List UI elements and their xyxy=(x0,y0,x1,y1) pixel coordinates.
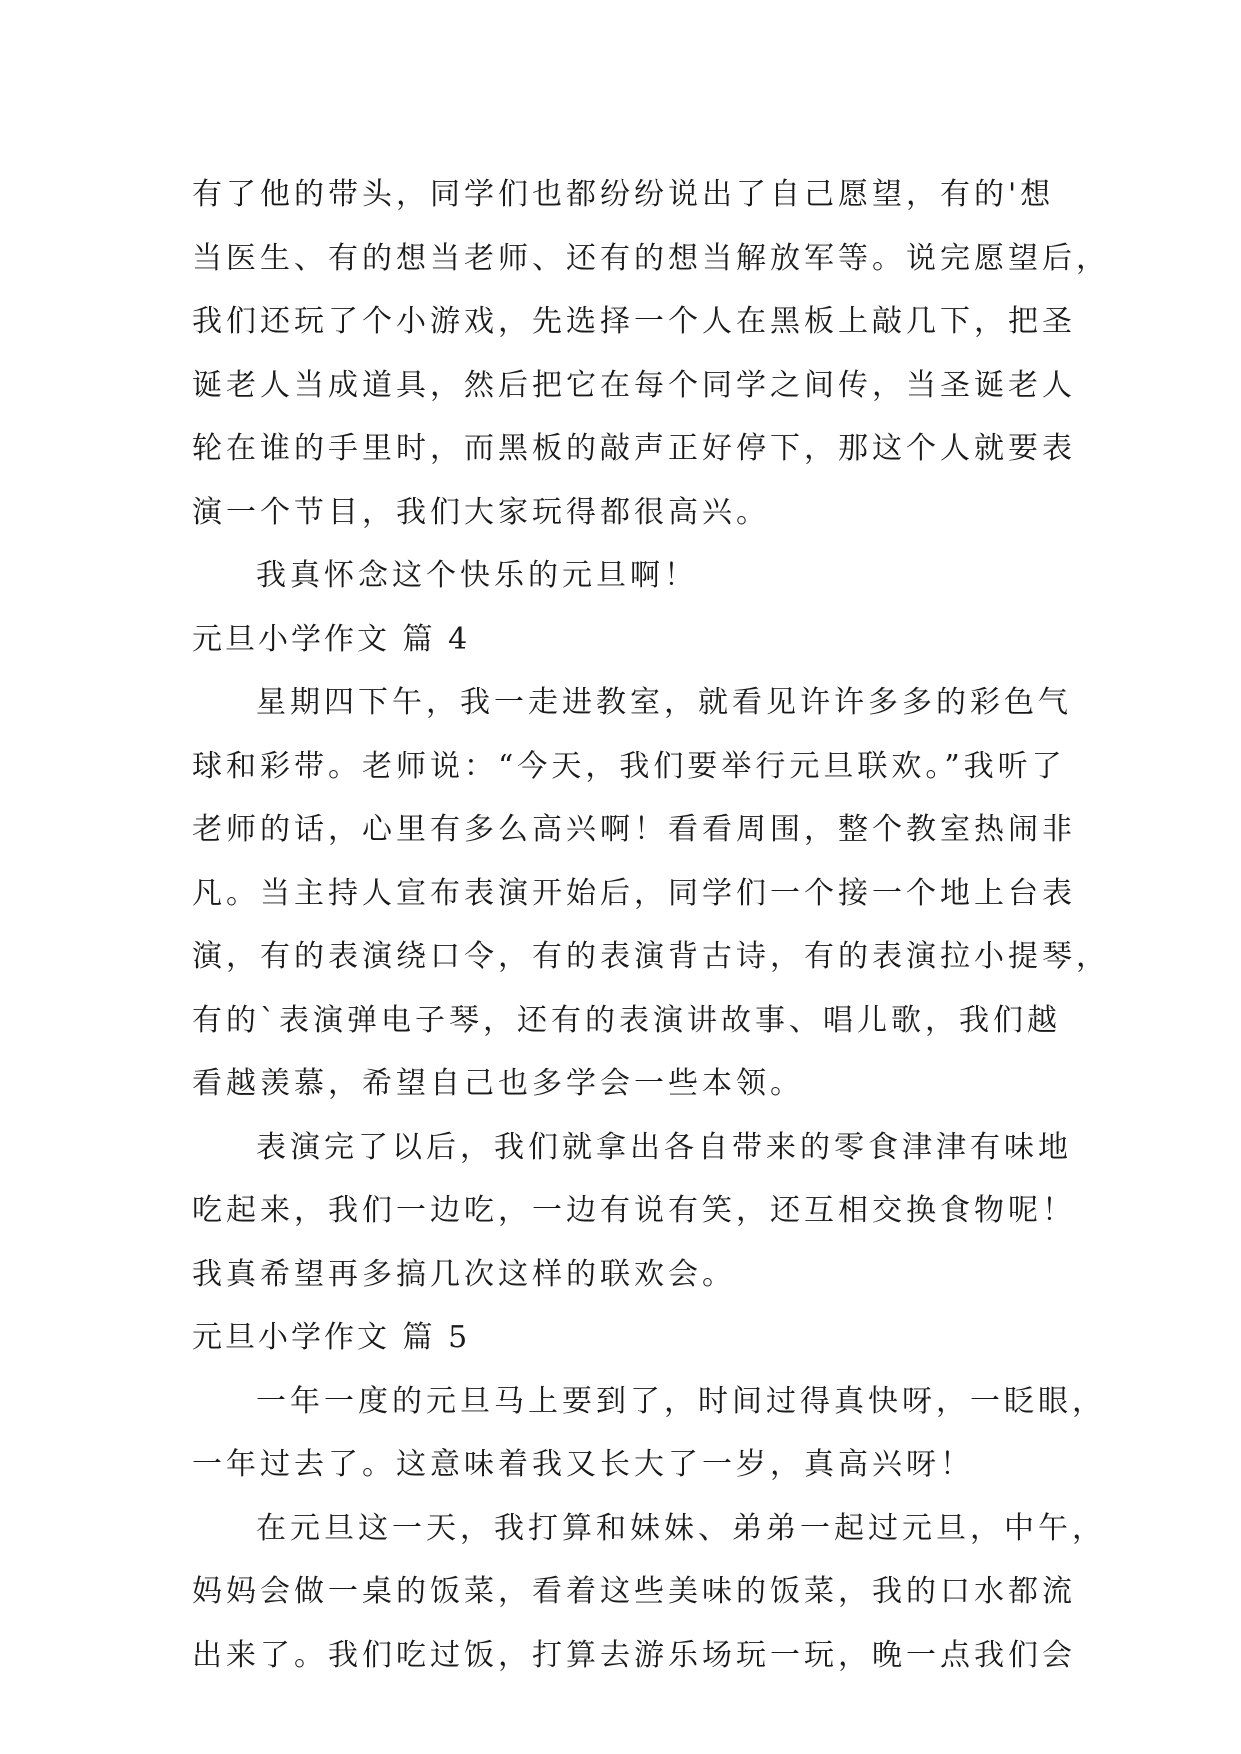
text-line: 妈妈会做一桌的饭菜，看着这些美味的饭菜，我的口水都流 xyxy=(192,1574,1076,1609)
text-line: 老师的话，心里有多么高兴啊！看看周围，整个教室热闹非 xyxy=(192,812,1076,847)
text-line: 一年一度的元旦马上要到了，时间过得真快呀，一眨眼， xyxy=(256,1383,1106,1419)
text-line: 看越羡慕，希望自己也多学会一些本领。 xyxy=(192,1066,804,1101)
text-line: 演一个节目，我们大家玩得都很高兴。 xyxy=(192,494,770,530)
text-line: 吃起来，我们一边吃，一边有说有笑，还互相交换食物呢！ xyxy=(192,1193,1076,1228)
text-line: 出来了。我们吃过饭，打算去游乐场玩一玩，晚一点我们会 xyxy=(192,1637,1076,1673)
text-line: 诞老人当成道具，然后把它在每个同学之间传，当圣诞老人 xyxy=(192,367,1076,403)
document-body xyxy=(192,163,1110,1687)
text-line: 在元旦这一天，我打算和妹妹、弟弟一起过元旦，中午， xyxy=(256,1510,1106,1546)
text-line: 我真希望再多搞几次这样的联欢会。 xyxy=(192,1256,736,1292)
section-heading xyxy=(192,1306,1050,1370)
text-line: 球和彩带。老师说：“今天，我们要举行元旦联欢。”我听了 xyxy=(192,748,1066,784)
text-line: 有的`表演弹电子琴，还有的表演讲故事、唱儿歌，我们越 xyxy=(192,1002,1061,1038)
text-line: 当医生、有的想当老师、还有的想当解放军等。说完愿望后， xyxy=(192,240,1110,276)
paragraph xyxy=(192,544,1050,608)
text-line: 一年过去了。这意味着我又长大了一岁，真高兴呀！ xyxy=(192,1447,974,1482)
paragraph xyxy=(192,1370,1106,1497)
heading-text: 元旦小学作文 篇 4 xyxy=(192,621,471,657)
text-line: 我们还玩了个小游戏，先选择一个人在黑板上敲几下，把圣 xyxy=(192,304,1076,339)
text-line: 表演完了以后，我们就拿出各自带来的零食津津有味地 xyxy=(256,1129,1072,1165)
text-line: 轮在谁的手里时，而黑板的敲声正好停下，那这个人就要表 xyxy=(192,431,1076,466)
text-line: 我真怀念这个快乐的元旦啊！ xyxy=(256,558,698,593)
text-line: 凡。当主持人宣布表演开始后，同学们一个接一个地上台表 xyxy=(192,875,1076,911)
text-line: 有了他的带头，同学们也都纷纷说出了自己愿望，有的'想 xyxy=(192,177,1055,212)
paragraph xyxy=(192,1497,1106,1688)
section-heading xyxy=(192,608,1050,672)
text-line: 星期四下午，我一走进教室，就看见许许多多的彩色气 xyxy=(256,685,1072,720)
paragraph xyxy=(192,1116,1076,1307)
heading-text: 元旦小学作文 篇 5 xyxy=(192,1320,471,1355)
paragraph xyxy=(192,671,1110,1116)
text-line: 演，有的表演绕口令，有的表演背古诗，有的表演拉小提琴， xyxy=(192,939,1110,974)
paragraph xyxy=(192,163,1110,544)
